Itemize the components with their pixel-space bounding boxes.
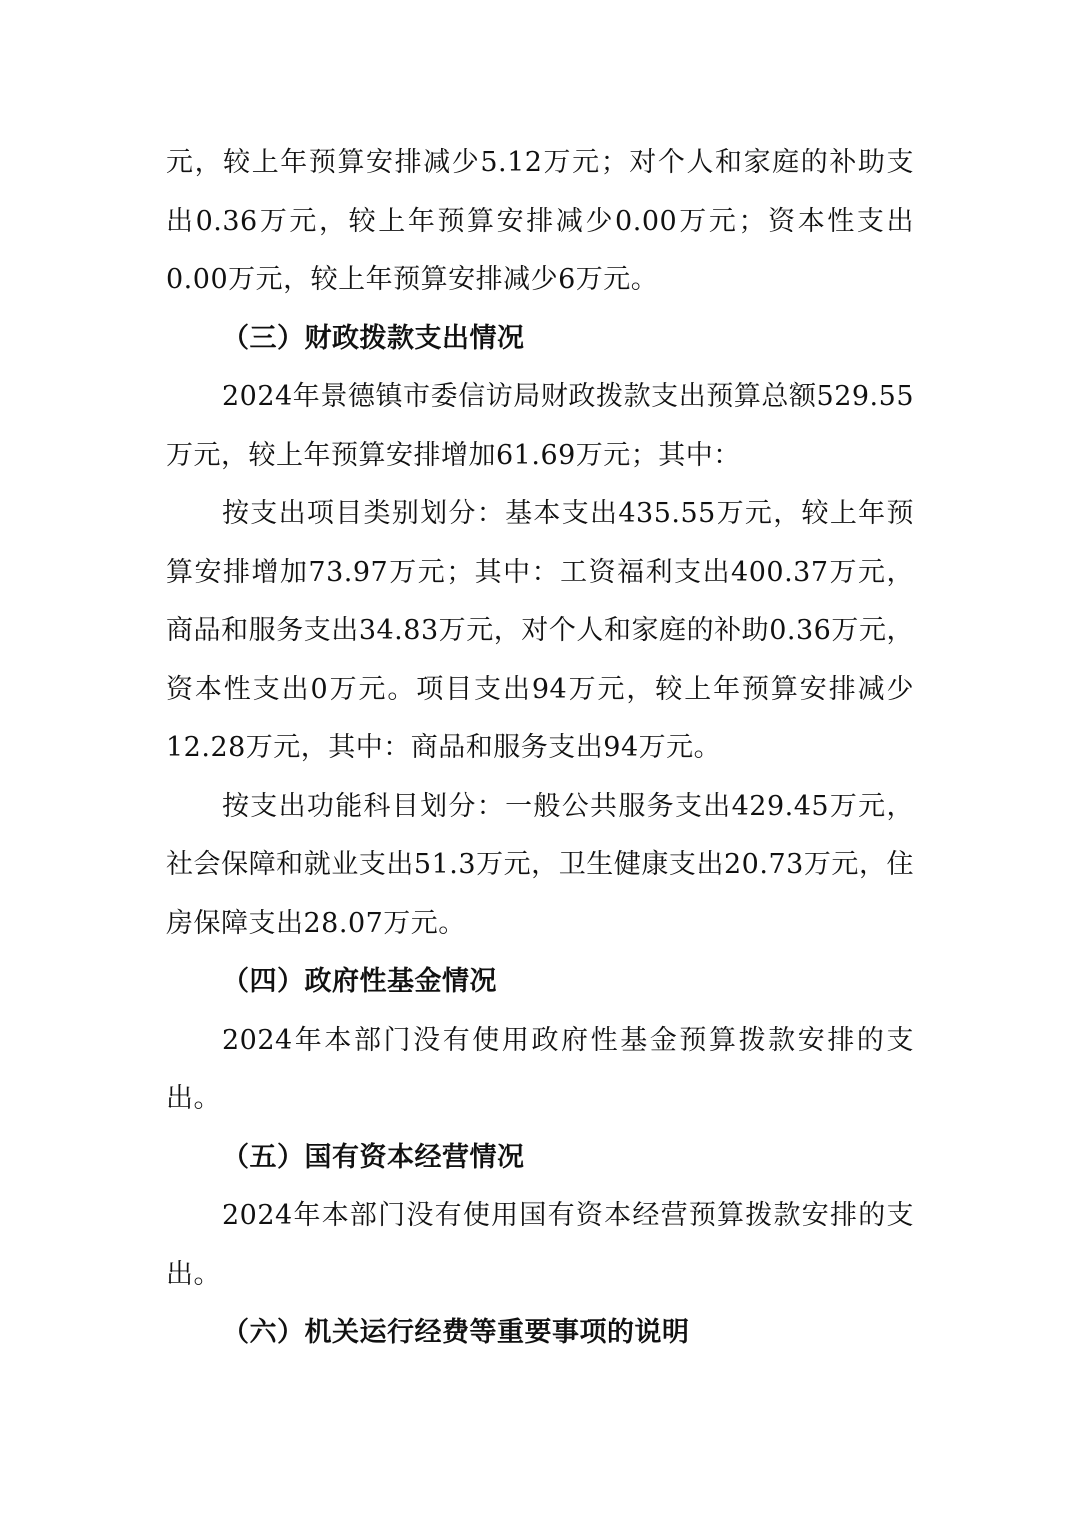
paragraph-by-function: 按支出功能科目划分：一般公共服务支出429.45万元，社会保障和就业支出51.3万元，卫生健康支出20.73万元，住房保障支出28.07万元。 <box>166 790 914 939</box>
section-heading-4: （四）政府性基金情况 <box>222 966 497 997</box>
section-heading-6: （六）机关运行经费等重要事项的说明 <box>222 1317 690 1348</box>
document-body <box>166 134 914 1363</box>
paragraph-government-fund: 2024年本部门没有使用政府性基金预算拨款安排的支出。 <box>166 1024 914 1114</box>
section-heading-5: （五）国有资本经营情况 <box>222 1141 525 1173</box>
section-heading-3: （三）财政拨款支出情况 <box>222 322 525 354</box>
paragraph-by-project-category: 按支出项目类别划分：基本支出435.55万元，较上年预算安排增加73.97万元；其中：工资福利支出400.37万元，商品和服务支出34.83万元，对个人和家庭的补助0.36万元，资本性支出0万元。项目支出94万元，较上年预算安排减少12.28万元，其中：商品和服务支出94万元。 <box>166 498 914 763</box>
paragraph-fiscal-total: 2024年景德镇市委信访局财政拨款支出预算总额529.55万元，较上年预算安排增加61.69万元；其中： <box>166 381 914 471</box>
paragraph-continuation: 元，较上年预算安排减少5.12万元；对个人和家庭的补助支出0.36万元，较上年预算安排减少0.00万元；资本性支出0.00万元，较上年预算安排减少6万元。 <box>166 147 914 295</box>
paragraph-state-capital: 2024年本部门没有使用国有资本经营预算拨款安排的支出。 <box>166 1200 914 1290</box>
